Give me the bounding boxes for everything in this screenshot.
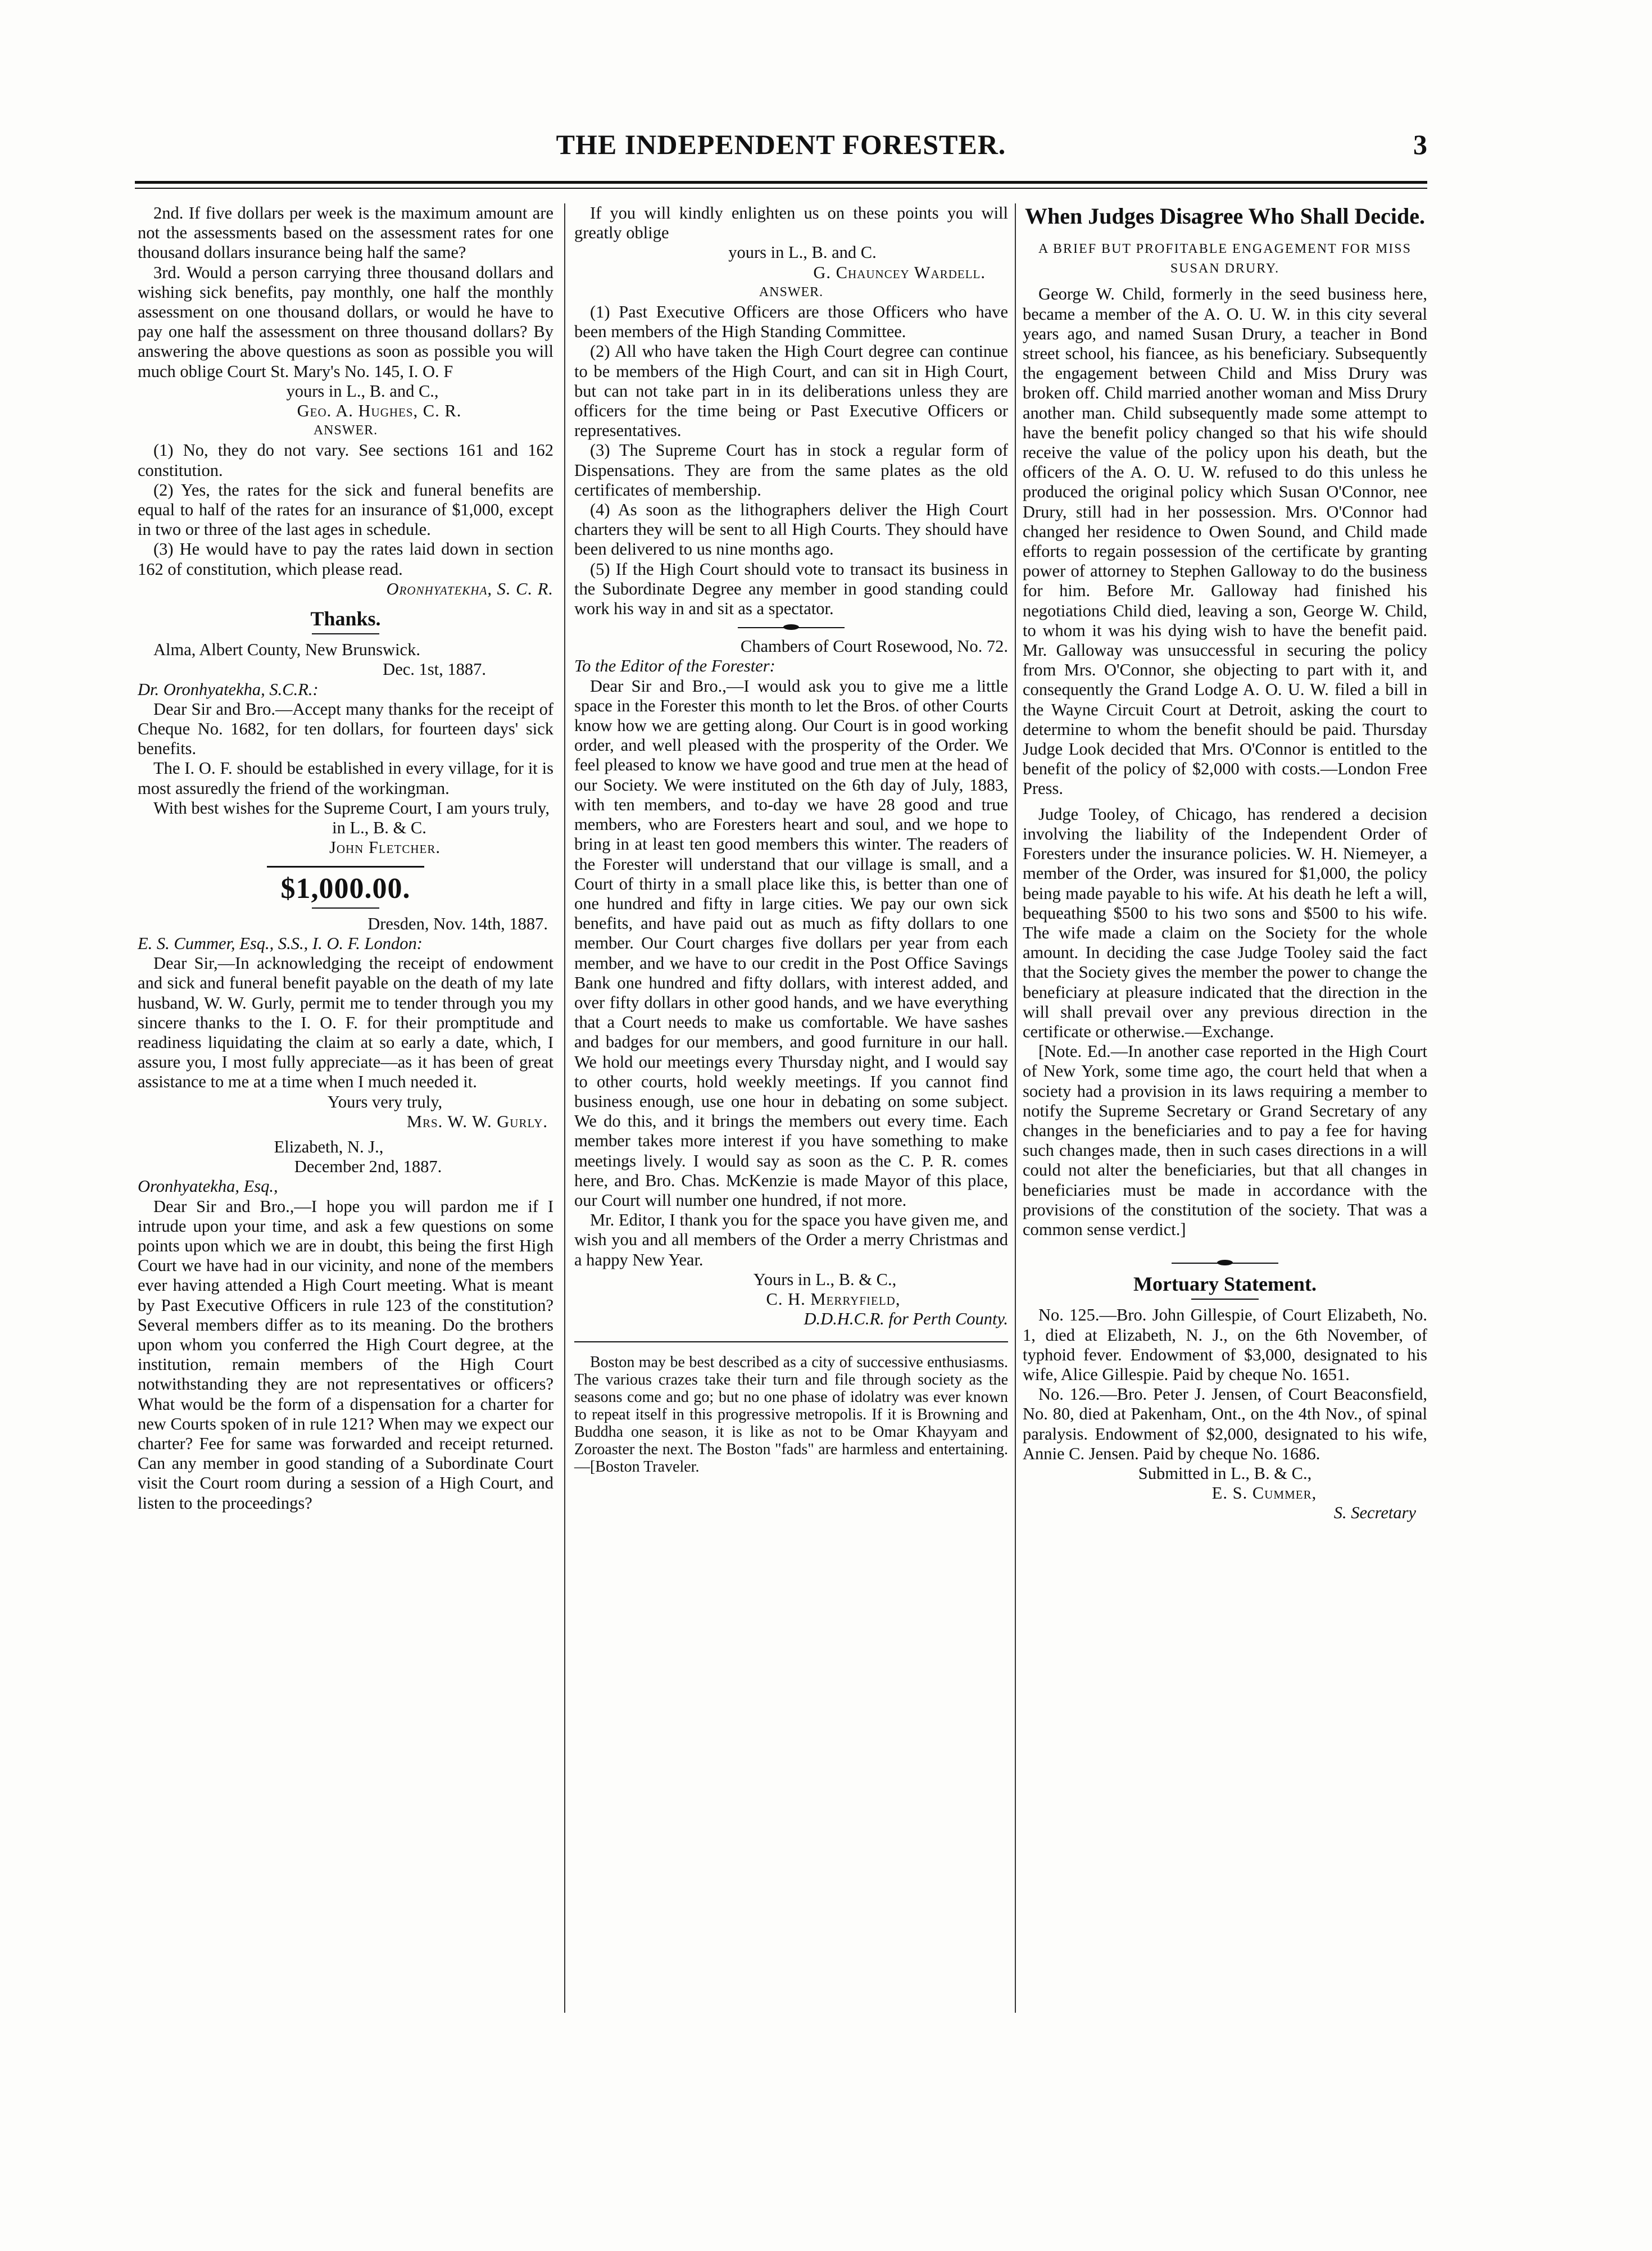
signature: G. Chauncey Wardell. <box>813 262 986 282</box>
letter-place: Chambers of Court Rosewood, No. 72. <box>740 637 1008 656</box>
paragraph: 2nd. If five dollars per week is the maximum amount are not the assessments based on the assessment rates for one thousand dollars insurance being half the same? <box>138 203 553 262</box>
section-heading-thanks: Thanks. <box>310 607 381 630</box>
letter-addressee: E. S. Cummer, Esq., S.S., I. O. F. London: <box>138 933 423 953</box>
signature: Oronhyatekha, S. C. R. <box>386 579 553 598</box>
separator <box>1191 1299 1259 1300</box>
answer: (3) He would have to pay the rates laid down in section 162 of constitution, which please read. <box>138 539 553 579</box>
closing: yours in L., B. and C. <box>728 243 877 262</box>
closing: Submitted in L., B. & C., <box>1138 1463 1312 1483</box>
paragraph: With best wishes for the Supreme Court, I am yours truly, <box>153 798 550 818</box>
closing: yours in L., B. and C., <box>286 381 439 401</box>
section-heading-amount: $1,000.00. <box>280 872 411 905</box>
paragraph: Boston may be best described as a city of successive enthusiasms. The various crazes take their turn and file through society as the seasons come and go; but no one phase of idolatry was ever known to repeat itself in this progressive metropolis. If it is Browning and Buddha one season, it is like as not to be Omar Khayyam and Zoroaster the next. The Boston "fads" are harmless and entertaining.—[Boston Traveler. <box>574 1354 1008 1476</box>
signature-title: S. Secretary <box>1333 1503 1416 1523</box>
article-subhead: A BRIEF BUT PROFITABLE ENGAGEMENT FOR MISS SUSAN DRURY. <box>1038 242 1412 276</box>
answer: (1) Past Executive Officers are those Officers who have been members of the High Standing Committee. <box>574 302 1008 342</box>
paragraph: Judge Tooley, of Chicago, has rendered a decision involving the liability of the Independent Order of Foresters under the insurance policies. W. H. Niemeyer, a member of the Order, was insured for $1,000, the policy being made payable to his wife. At his death he left a will, bequeathing $500 to his two sons and $500 to his wife. The wife made a claim on the Society for the whole amount. In deciding the case Judge Tooley said the fact that the Society gives the member the power to change the beneficiary at pleasure indicated that the direction in the will shall prevail over any previous direction in the certificate or otherwise.—Exchange. <box>1023 804 1427 1041</box>
separator <box>574 1341 1008 1342</box>
column-divider <box>564 203 565 2013</box>
column-divider <box>1015 203 1016 2013</box>
letter-addressee: Oronhyatekha, Esq., <box>138 1177 278 1196</box>
paragraph: [Note. Ed.—In another case reported in the High Court of New York, some time ago, the court held that when a society had a provision in its laws requiring a member to notify the Supreme Secretary or Grand Secretary of any changes in the beneficiaries and to pay a fee for having such changes made, then in such cases directions in a will could not alter the beneficiaries, but that all changes in beneficiaries must be made in accordance with the provisions of the constitution of the society. That was a common sense verdict.] <box>1023 1042 1427 1239</box>
separator <box>312 633 379 634</box>
letter-place: Alma, Albert County, New Brunswick. <box>153 640 420 660</box>
answer: (1) No, they do not vary. See sections 161 and 162 constitution. <box>138 441 553 480</box>
answer: (2) All who have taken the High Court degree can continue to be members of the High Court, and can sit in High Court, but can not take part in in its deliberations unless they are officers for the time being or Past Executive Officers or representatives. <box>574 342 1008 441</box>
letter-date: December 2nd, 1887. <box>294 1157 442 1177</box>
signature: Mrs. W. W. Gurly. <box>406 1111 548 1131</box>
signature-title: D.D.H.C.R. for Perth County. <box>804 1309 1008 1329</box>
paragraph: Dear Sir and Bro.—Accept many thanks for the receipt of Cheque No. 1682, for ten dollars, for fourteen days' sick benefits. <box>138 699 553 759</box>
letter-place: Dresden, Nov. 14th, 1887. <box>367 914 548 933</box>
signature: Geo. A. Hughes, C. R. <box>297 401 462 421</box>
paragraph: No. 125.—Bro. John Gillespie, of Court Elizabeth, No. 1, died at Elizabeth, N. J., on the 6th November, of typhoid fever. Endowment of $3,000, designated to his wife, Alice Gillespie. Paid by cheque No. 1651. <box>1023 1305 1427 1384</box>
paragraph: Dear Sir,—In acknowledging the receipt of endowment and sick and funeral benefit payable on the death of my late husband, W. W. Gurly, permit me to tender through you my sincere thanks to the I. O. F. for their promptitude and readiness liquidating the claim at so early a date, which, I assure you, I most fully appreciate—as it has been of great assistance to me at a time when I much needed it. <box>138 954 553 1092</box>
paragraph: Mr. Editor, I thank you for the space you have given me, and wish you and all members of the Order a merry Christmas and a happy New Year. <box>574 1210 1008 1269</box>
letter-addressee: To the Editor of the Forester: <box>574 656 775 676</box>
page-number: 3 <box>1413 129 1427 160</box>
paragraph: No. 126.—Bro. Peter J. Jensen, of Court Beaconsfield, No. 80, died at Pakenham, Ont., on the 4th Nov., of spinal paralysis. Endowment of $2,000, designated to his wife, Annie C. Jensen. Paid by cheque No. 1686. <box>1023 1385 1427 1463</box>
letter-date: Dec. 1st, 1887. <box>383 660 486 679</box>
signature: C. H. Merryfield, <box>766 1289 901 1309</box>
ornament-divider <box>738 627 845 629</box>
header-rule-thin <box>135 188 1427 189</box>
section-heading-mortuary: Mortuary Statement. <box>1133 1273 1317 1296</box>
paragraph: The I. O. F. should be established in every village, for it is most assuredly the friend of the workingman. <box>138 759 553 798</box>
column-3 <box>1023 203 1427 1523</box>
paragraph: Dear Sir and Bro.,—I hope you will pardon me if I intrude upon your time, and ask a few questions on some points upon which we are in doubt, this being the first High Court we have had in our vicinity, and none of the members ever having attended a High Court meeting. What is meant by Past Executive Officers in rule 123 of the constitution? Several members differ as to its meaning. Do the brothers upon whom you conferred the High Court degree, at the institution, remain members of the High Court notwithstanding they are not representatives or officers? What would be the form of a dispensation for a charter for new Courts spoken of in rule 121? When may we expect our charter? Fee for same was forwarded and receipt returned. Can any member in good standing of a Subordinate Court visit the Court room during a session of a High Court, and listen to the proceedings? <box>138 1196 553 1513</box>
column-1 <box>138 203 553 1513</box>
answer: (3) The Supreme Court has in stock a regular form of Dispensations. They are from the same plates as the old certificates of membership. <box>574 441 1008 500</box>
article-headline: When Judges Disagree Who Shall Decide. <box>1025 203 1425 229</box>
paragraph: George W. Child, formerly in the seed business here, became a member of the A. O. U. W. in this city several years ago, and named Susan Drury, a teacher in Bond street school, his fiancee, as his beneficiary. Subsequently the engagement between Child and Miss Drury was broken off. Child married another woman and Miss Drury another man. Child subsequently made some attempt to have the benefit policy changed so that his wife should receive the value of the policy upon his death, but the officers of the A. O. U. W. refused to do this unless he produced the original policy which Susan O'Connor, nee Drury, still had in her possession. Mrs. O'Connor had changed her residence to Owen Sound, and Child made efforts to regain possession of the certificate by granting power of attorney to Stephen Galloway to do the business for him. Before Mr. Galloway had finished his negotiations Child died, leaving a son, George W. Child, to whom it was his dying wish to have the benefit paid. Mr. Galloway was unsuccessful in securing the policy from Mrs. O'Connor, she objecting to part with it, and consequently the Grand Lodge A. O. U. W. filed a bill in the Wayne Circuit Court at Detroit, asking the court to determine to whom the benefit should be paid. Thursday Judge Look decided that Mrs. O'Connor is entitled to the benefit of the policy of $2,000 with costs.—London Free Press. <box>1023 284 1427 798</box>
signature: E. S. Cummer, <box>1211 1483 1317 1503</box>
running-head: THE INDEPENDENT FORESTER. <box>556 129 1006 160</box>
answer-label: ANSWER. <box>759 284 824 299</box>
separator <box>267 866 424 868</box>
paragraph: 3rd. Would a person carrying three thousand dollars and wishing sick benefits, pay monthly, one half the monthly assessment on one thousand dollars, or would he have to pay one half the assessment on three thousand dollars? By answering the above questions as soon as possible you will much oblige Court St. Mary's No. 145, I. O. F <box>138 262 553 381</box>
closing: Yours in L., B. & C., <box>753 1269 897 1289</box>
page-header <box>135 128 1427 173</box>
paragraph: If you will kindly enlighten us on these points you will greatly oblige <box>574 203 1008 243</box>
ornament-divider <box>1172 1262 1278 1264</box>
signature: John Fletcher. <box>329 838 441 857</box>
header-rule <box>135 181 1427 184</box>
closing: Yours very truly, <box>327 1092 443 1111</box>
letter-addressee: Dr. Oronhyatekha, S.C.R.: <box>138 679 319 699</box>
closing: in L., B. & C. <box>332 818 426 838</box>
answer: (4) As soon as the lithographers deliver the High Court charters they will be sent to all High Courts. They should have been delivered to us nine months ago. <box>574 500 1008 559</box>
separator <box>312 907 379 909</box>
paragraph: Dear Sir and Bro.,—I would ask you to give me a little space in the Forester this month to let the Bros. of other Courts know how we are getting along. Our Court is in good working order, and well pleased with the prosperity of the Order. We feel pleased to know we have good and true men at the head of our Society. We were instituted on the 6th day of July, 1883, with ten members, and to-day we have 28 good and true members, who are Foresters heart and soul, and we hope to bring in at least ten good members this winter. The readers of the Forester will understand that our village is small, and a Court of thirty in a small place like this, is better than one of one hundred and fifty in large cities. We pay our own sick benefits, and have paid out as much as fifty dollars to one member. Our Court charges five dollars per year from each member, and we have to our credit in the Post Office Savings Bank one hundred and fifty dollars, with interest added, and over fifty dollars in other good hands, and we have everything that a Court needs to make us comfortable. We have sashes and badges for our members, and good furniture in our hall. We hold our meetings every Thursday night, and I would say to other courts, hold weekly meetings. If you cannot find business enough, use one hour in debating on some subject. We do this, and it brings the members out every time. Each member takes more interest if you have something to make meetings lively. I would say as soon as the C. P. R. comes here, and Bro. Chas. McKenzie is made Mayor of this place, our Court will number one hundred, if not more. <box>574 676 1008 1210</box>
answer: (2) Yes, the rates for the sick and funeral benefits are equal to half of the rates for an insurance of $1,000, except in two or three of the last ages in schedule. <box>138 480 553 539</box>
answer-label: ANSWER. <box>313 423 378 438</box>
answer: (5) If the High Court should vote to transact its business in the Subordinate Degree any member in good standing could work his way in and sit as a spectator. <box>574 559 1008 619</box>
letter-place: Elizabeth, N. J., <box>274 1137 384 1156</box>
column-2 <box>574 203 1008 1476</box>
